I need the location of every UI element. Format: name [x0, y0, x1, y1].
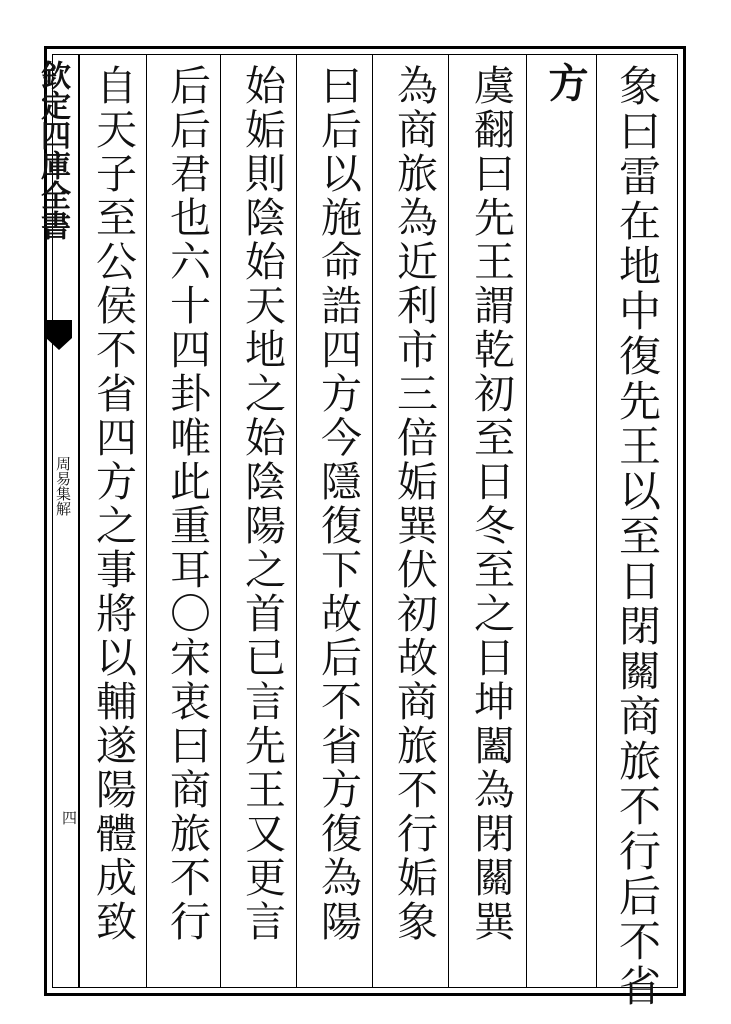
column-rule — [146, 54, 147, 988]
column-rule — [448, 54, 449, 988]
text-column-5: 始姤則陰始天地之始陰陽之首已言先王又更言 — [238, 64, 286, 944]
page-number: 四 — [60, 810, 78, 825]
column-rule — [220, 54, 221, 988]
text-column-2: 虞翻曰先王謂乾初至日冬至之日坤闔為閉關巽 — [467, 64, 515, 944]
margin-rule — [78, 54, 80, 988]
column-rule — [596, 54, 597, 988]
text-column-4: 曰后以施命誥四方今隱復下故后不省方復為陽 — [314, 64, 362, 944]
series-title: 欽定四庫全書 — [35, 60, 70, 240]
text-column-3: 為商旅為近利市三倍姤巽伏初故商旅不行姤象 — [390, 64, 438, 944]
column-rule — [526, 54, 527, 988]
text-column-1: 象曰雷在地中復先王以至日閉關商旅不行后不省 — [613, 64, 662, 1009]
heading-character: 方 — [542, 62, 589, 102]
book-title: 周易集解 — [54, 456, 72, 516]
text-column-7: 自天子至公侯不省四方之事將以輔遂陽體成致 — [89, 64, 137, 944]
column-rule — [296, 54, 297, 988]
text-column-6: 后后君也六十四卦唯此重耳〇宋衷曰商旅不行 — [163, 64, 211, 944]
fish-tail-mark-icon — [46, 320, 72, 350]
column-rule — [372, 54, 373, 988]
